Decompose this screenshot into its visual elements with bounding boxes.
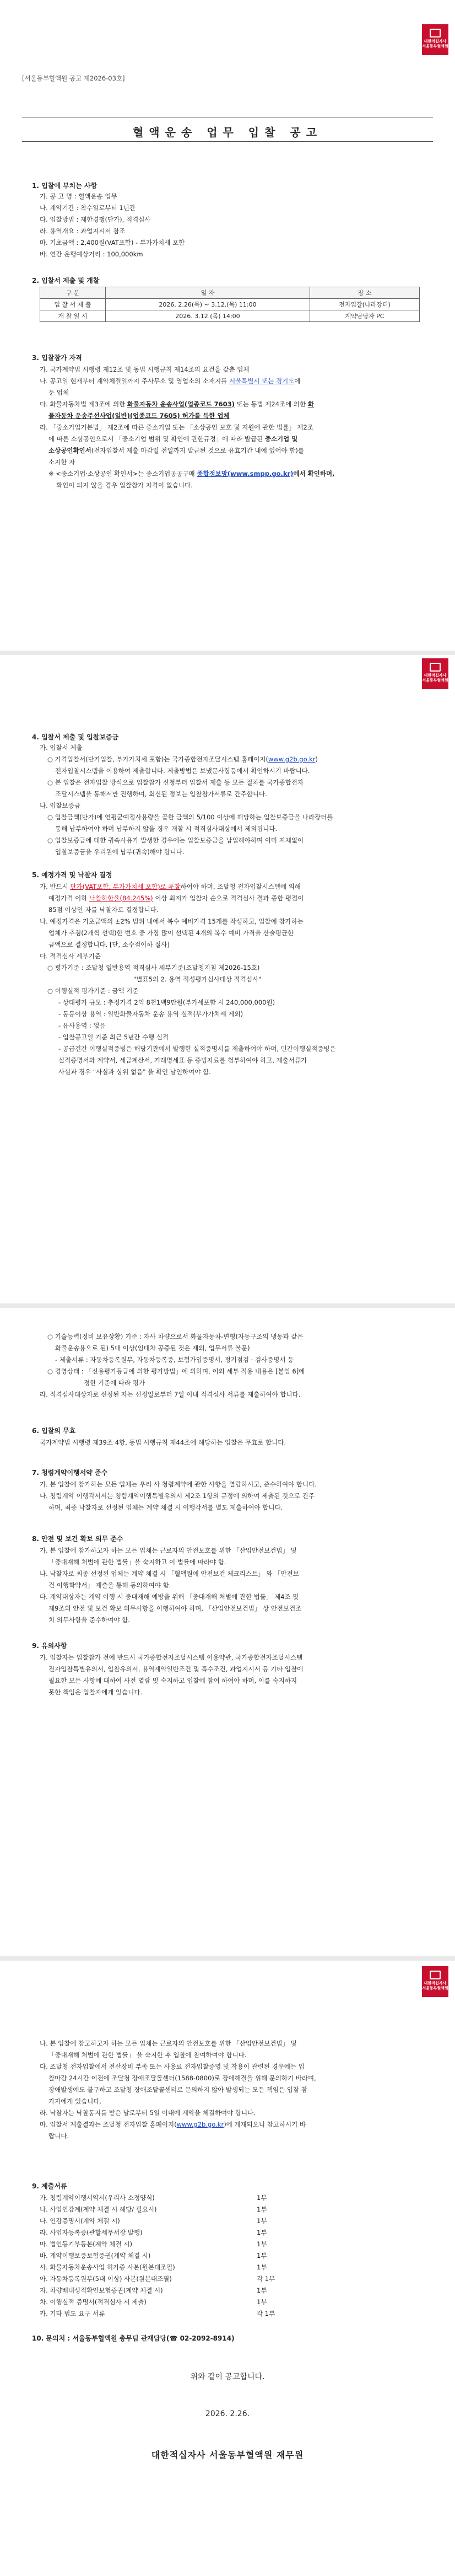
section-6-heading: 6. 입찰의 무효 xyxy=(32,1427,76,1435)
list-item: 차. 이행실적 증명서(적격심사 시 제출) 1부 xyxy=(40,2298,267,2306)
section-5-continued: ○ 기술능력(정비 보유상황) 기준 : 자사 차량으로서 화물자동차-변형(자동구조의 냉동과 같은 화물운송용으로 된) 5대 이상(임대차 공증된 것은 제외, 업무서류 불문) - 제출서류 : 자동차등록원부, 자동차등록증, 보험가입증명서, 정기점검 · 검사증명서 등 ○ 경영상태 : 「신용평가등급에 의한 평가방법」에 의하며, 이외 세부 적용 내용은 [붙임 6]에 정한 기준에 따라 평가 라. 적격심사대상자로 선정된 자는 선정일로부터 7일 이내 적격심사 서류를 제출하여야 합니다. xyxy=(40,1333,305,1398)
list-item: 사. 화물자동차운송사업 허가증 사본(원본대조필) 1부 xyxy=(40,2263,267,2271)
page-4 xyxy=(0,1961,455,2576)
page-divider xyxy=(0,1303,455,1308)
section-8-body: 가. 본 입찰에 참가하고자 하는 모든 업체는 근로자의 안전보호를 위한 「산업안전보건법」 및 「중대재해 처벌에 관한 법률」을 숙지하고 이 법률에 따라야 함. 나. 낙찰자로 최종 선정된 업체는 계약 체결 시 「혈액원에 안전보건 체크리스트」 와 「안전보 건 이행확약서」 제출을 통해 동의하여야 함. 다. 계약대상자는 계약 이행 시 중대재해 예방을 위해 「중대재해 처벌에 관한 법률」 제4조 및 제9조의 안전 및 보건 확보 의무사항을 이행하여야 하며, 「산업안전보건법」 상 안전보건조 치 의무사항을 준수하여야 함. xyxy=(40,1547,302,1624)
list-item: 아. 자동차등록원부(5대 이상) 사본(원본대조필) 각 1부 xyxy=(40,2275,275,2283)
section-10-heading: 9. 제출서류 xyxy=(32,2182,67,2190)
section-3-heading: 3. 입찰참가 자격 xyxy=(32,354,82,362)
table-row: 개 찰 일 시 2026. 3.12.(목) 14:00 계약담당자 PC xyxy=(40,310,420,322)
red-cross-logo: 대한적십자사 서울동부혈액원 xyxy=(422,658,448,689)
section-4-heading: 4. 입찰서 제출 및 입찰보증금 xyxy=(32,733,119,741)
g2b-link[interactable]: www.g2b.go.kr xyxy=(176,2121,224,2128)
section-7-body: 가. 본 입찰에 참가하는 모든 업체는 우리 사 청렴계약에 관한 사항을 열람하시고, 준수하여야 합니다. 나. 청렴계약 이행각서서는 청렴계약이행특별유의서 제2조 1항의 규정에 의하여 제출된 것으로 간주 하며, 최종 낙찰자로 선정된 업체는 계약 체결 시 이행각서를 별도 제출하여야 합니다. xyxy=(40,1480,317,1511)
closing-notice: 위와 같이 공고합니다. xyxy=(190,2373,265,2381)
list-item: 카. 기타 법도 요구 서류 각 1부 xyxy=(40,2310,275,2317)
section-9-heading: 9. 유의사항 xyxy=(32,1642,67,1650)
section-4-body: 가. 입찰서 제출 ○ 가격입찰서(단가입찰, 부가가치세 포함)는 국가종합전자조달시스템 홈페이지(www.g2b.go.kr) 전자입찰시스템을 이용하여 제출합니다. 제출방법은 보냈문사항등에서 확인하시기 바랍니다. ○ 본 입찰은 전자입찰 방식으로 입찰참가 신청부터 입찰서 제출 등 모든 절차를 국가종합전자 조달시스템을 통해서만 진행하며, 회신된 정보는 입찰참가서류로 간주합니다. 나. 입찰보증금 ○ 입찰금액(단가)에 연평균예정사용량을 곱한 금액의 5/100 이상에 해당하는 입찰보증금을 나라장터를 통해 납부하여야 하며 납부하지 않을 경우 개찰 시 적격심사대상에서 제외됩니다. ○ 입찰보증금에 대한 귀속사유가 발생한 경우에는 입찰보증금을 납입해야하며 이미 지체없이 입찰보증금을 우리원에 납부(귀속)해야 합니다. xyxy=(40,744,333,856)
section-9-continued: 나. 본 입찰에 참고하고자 하는 모든 업체는 근로자의 안전보호를 위한 「산업안전보건법」 및 「중대재해 처벌에 관한 법률」 을 숙지한 후 입찰에 참여하여야 합니다. 다. 조달청 전자입찰에서 전산장비 부족 또는 사용료 전자입찰증명 및 착용이 관련된 경우에는 입 찰마감 24시간 이전에 조달청 장애조달콜센터(1588-0800)로 장애해결을 위해 문의하기 바라며, 장애발생에도 불구하고 조달청 장애조달콜센터로 문의하지 않아 발생되는 모든 책임은 입찰 참 가자에게 있습니다. 라. 낙찰자는 낙찰통지를 받은 날로부터 5일 이내에 계약을 체결하여야 합니다. 마. 입찰서 제출결과는 조달청 전자입찰 홈페이지(www.g2b.go.kr)에 게재되오니 참고하시기 바 랍니다. xyxy=(40,2040,316,2140)
g2b-link[interactable]: www.g2b.go.kr xyxy=(268,755,316,763)
page-divider xyxy=(0,1956,455,1961)
section-11-heading: 10. 문의처 : 서울동부혈액원 총무팀 관재담당(☎ 02-2092-8914) xyxy=(32,2334,235,2342)
section-1-heading: 1. 입찰에 부치는 사항 xyxy=(32,182,98,190)
section-7-heading: 7. 청렴계약이행서약 준수 xyxy=(32,1469,108,1477)
section-2-heading: 2. 입찰서 제출 및 개찰 xyxy=(32,277,100,285)
section-6-body: 국가계약법 시행령 제39조 4항, 동법 시행규칙 제44조에 해당하는 입찰은 무효로 합니다. xyxy=(40,1439,286,1446)
list-item: 라. 사업자등록증(관할세무서장 발행) 1부 xyxy=(40,2229,267,2236)
red-cross-icon xyxy=(430,1971,441,1979)
page-3 xyxy=(0,1308,455,1956)
section-5-body: 가. 반드시 단가(VAT포함, 부가가치세 포함)로 투찰하여야 하며, 조달청 전자입찰시스템에 의해 예정가격 이하 낙찰하한율(84.245%) 이상 최저가 입찰자 순으로 적격심사 결과 종합 평점이 85점 이상인 자를 낙찰자로 결정합니다. 나. 예정가격은 기초금액의 ±2% 범위 내에서 복수 예비가격 15개를 작성하고, 입찰에 참가하는 업체가 추첨(2개씩 선택)한 번호 중 가장 많이 선택된 4개의 복수 예비 가격을 산술평균한 금액으로 결정합니다. [단, 소수점이하 절사] 다. 적격심사 세부기준 ○ 평가기준 : 조달청 일반용역 적격심사 세부기준(조달청지침 제2026-15호) "별표5의 2. 용역 적성평가심사대상 적격심사" ○ 이행실적 평가기준 : 금액 기준 - 상대평가 규모 : 추정가격 2억 8천1백9만원(부가세포함 시 240,000,000원) - 동등이상 용역 : 일반화물자동차 운송 용역 실적(부가가치세 제외) - 유사용역 : 없음 - 입찰공고일 기준 최근 5년간 수행 실적 - 공급건간 이행실적증빙은 해당기관에서 발행한 실적증명서를 제출하여야 하며, 민간이행실적증빙은 실적증명서와 계약서, 세금계산서, 거래명세표 등 증빙자료를 첨부하여야 하고, 제출서류가 사실과 경우 "사실과 상위 없음" 을 확인 날인하여야 함. xyxy=(40,883,336,1076)
smpp-link[interactable]: 종합정보망(www.smpp.go.kr) xyxy=(197,470,294,477)
red-cross-logo: 대한적십자사 서울동부혈액원 xyxy=(422,1966,448,1997)
page-1 xyxy=(0,0,455,651)
section-1-body: 가. 공 고 명 : 혈액운송 업무 나. 계약기간 : 착수일로부터 1년간 다. 입찰방법 : 제한경쟁(단가), 적격심사 라. 용역개요 : 과업지시서 참조 마. 기초금액 : 2,400원(VAT포함) - 부가가치세 포함 바. 연간 운행예상거리 : 100,000km xyxy=(40,192,185,258)
page-divider xyxy=(0,651,455,655)
document-number: [서울동부혈액원 공고 제2026-03호] xyxy=(22,74,125,82)
section-8-heading: 8. 안전 및 보건 확보 의무 준수 xyxy=(32,1535,123,1543)
section-5-heading: 5. 예정가격 및 낙찰자 결정 xyxy=(32,871,112,879)
list-item: 마. 법인등기부등본(계약 체결 시) 1부 xyxy=(40,2240,267,2248)
list-item: 가. 청렴계약이행서약서(우리사 소정양식) 1부 xyxy=(40,2194,267,2202)
page-title: 혈액운송 업무 입찰 공고 xyxy=(132,126,323,139)
list-item: 자. 차량배내성적확인보험증권(계약 체결 시) 1부 xyxy=(40,2287,267,2294)
list-item: 나. 사업인감계(계약 체결 시 해당/ 필요시) 1부 xyxy=(40,2205,267,2213)
red-cross-icon xyxy=(430,29,441,37)
issuing-organization: 대한적십자사 서울동부혈액원 재무원 xyxy=(151,2450,304,2460)
schedule-table: 구 분 일 자 장 소 입 찰 서 제 출 2026. 2.26(목) ~ 3.12.(목) 11:00 전자입찰(나라장터) 개 찰 일 시 2026. 3.12.(목) 14:00 계약담당자 PC xyxy=(40,287,420,322)
list-item: 바. 계약이행보증보험증권(계약 체결 시) 1부 xyxy=(40,2252,267,2260)
closing-date: 2026. 2.26. xyxy=(205,2409,250,2418)
section-9-body: 가. 입찰자는 입찰참가 전에 반드시 국가종합전자조달시스템 이용약관, 국가종합전자조달시스템 전자입찰특별유의서, 입찰유의서, 용역계약일반조건 및 특수조건, 과업지시서 등 기타 입찰에 필요한 모든 사항에 대하여 사전 열람 및 숙지하고 입찰에 참여 하여야 하며, 이를 숙지하지 못한 책임은 입찰자에게 있습니다. xyxy=(40,1654,304,1696)
red-cross-icon xyxy=(430,663,441,672)
title-rule-bottom xyxy=(22,141,433,142)
table-row: 입 찰 서 제 출 2026. 2.26(목) ~ 3.12.(목) 11:00 전자입찰(나라장터) xyxy=(40,299,420,310)
list-item: 다. 인감증명서(계약 체결 시) 1부 xyxy=(40,2217,267,2225)
required-documents-list xyxy=(40,2192,290,2320)
red-cross-logo: 대한적십자사 서울동부혈액원 xyxy=(422,24,448,55)
section-3-body: 가. 국가계약법 시행령 제12조 및 동법 시행규칙 제14조의 요건을 갖춘 업체 나. 공고일 현재부터 계약체결일까지 주사무소 및 영업소의 소재지를 서울특별시 또는 경기도에 둔 업체 다. 화물자동차법 제3조에 의한 화물자동차 운송사업(업종코드 7603) 또는 동법 제24조에 의한 화 물자동차 운송주선사업(일반)(업종코드 7605) 허가를 득한 업체 라. 「중소기업기본법」 제2조에 따른 중소기업 또는 「소상공인 보호 및 지원에 관한 법률」 제2조 에 따른 소상공인으로서 「중소기업 범위 및 확인에 관한규정」에 따라 발급된 중소기업 및 소상공인확인서(전자입찰서 제출 마감일 전일까지 발급된 것으로 유효기간 내에 있어야 함)를 소지한 자 ※ <중소기업·소상공인 확인서>는 중소기업공공구매 종합정보망(www.smpp.go.kr)에서 확인하며, 확인이 되지 않을 경우 입찰참가 자격이 없습니다. xyxy=(40,366,335,489)
page-2 xyxy=(0,655,455,1303)
